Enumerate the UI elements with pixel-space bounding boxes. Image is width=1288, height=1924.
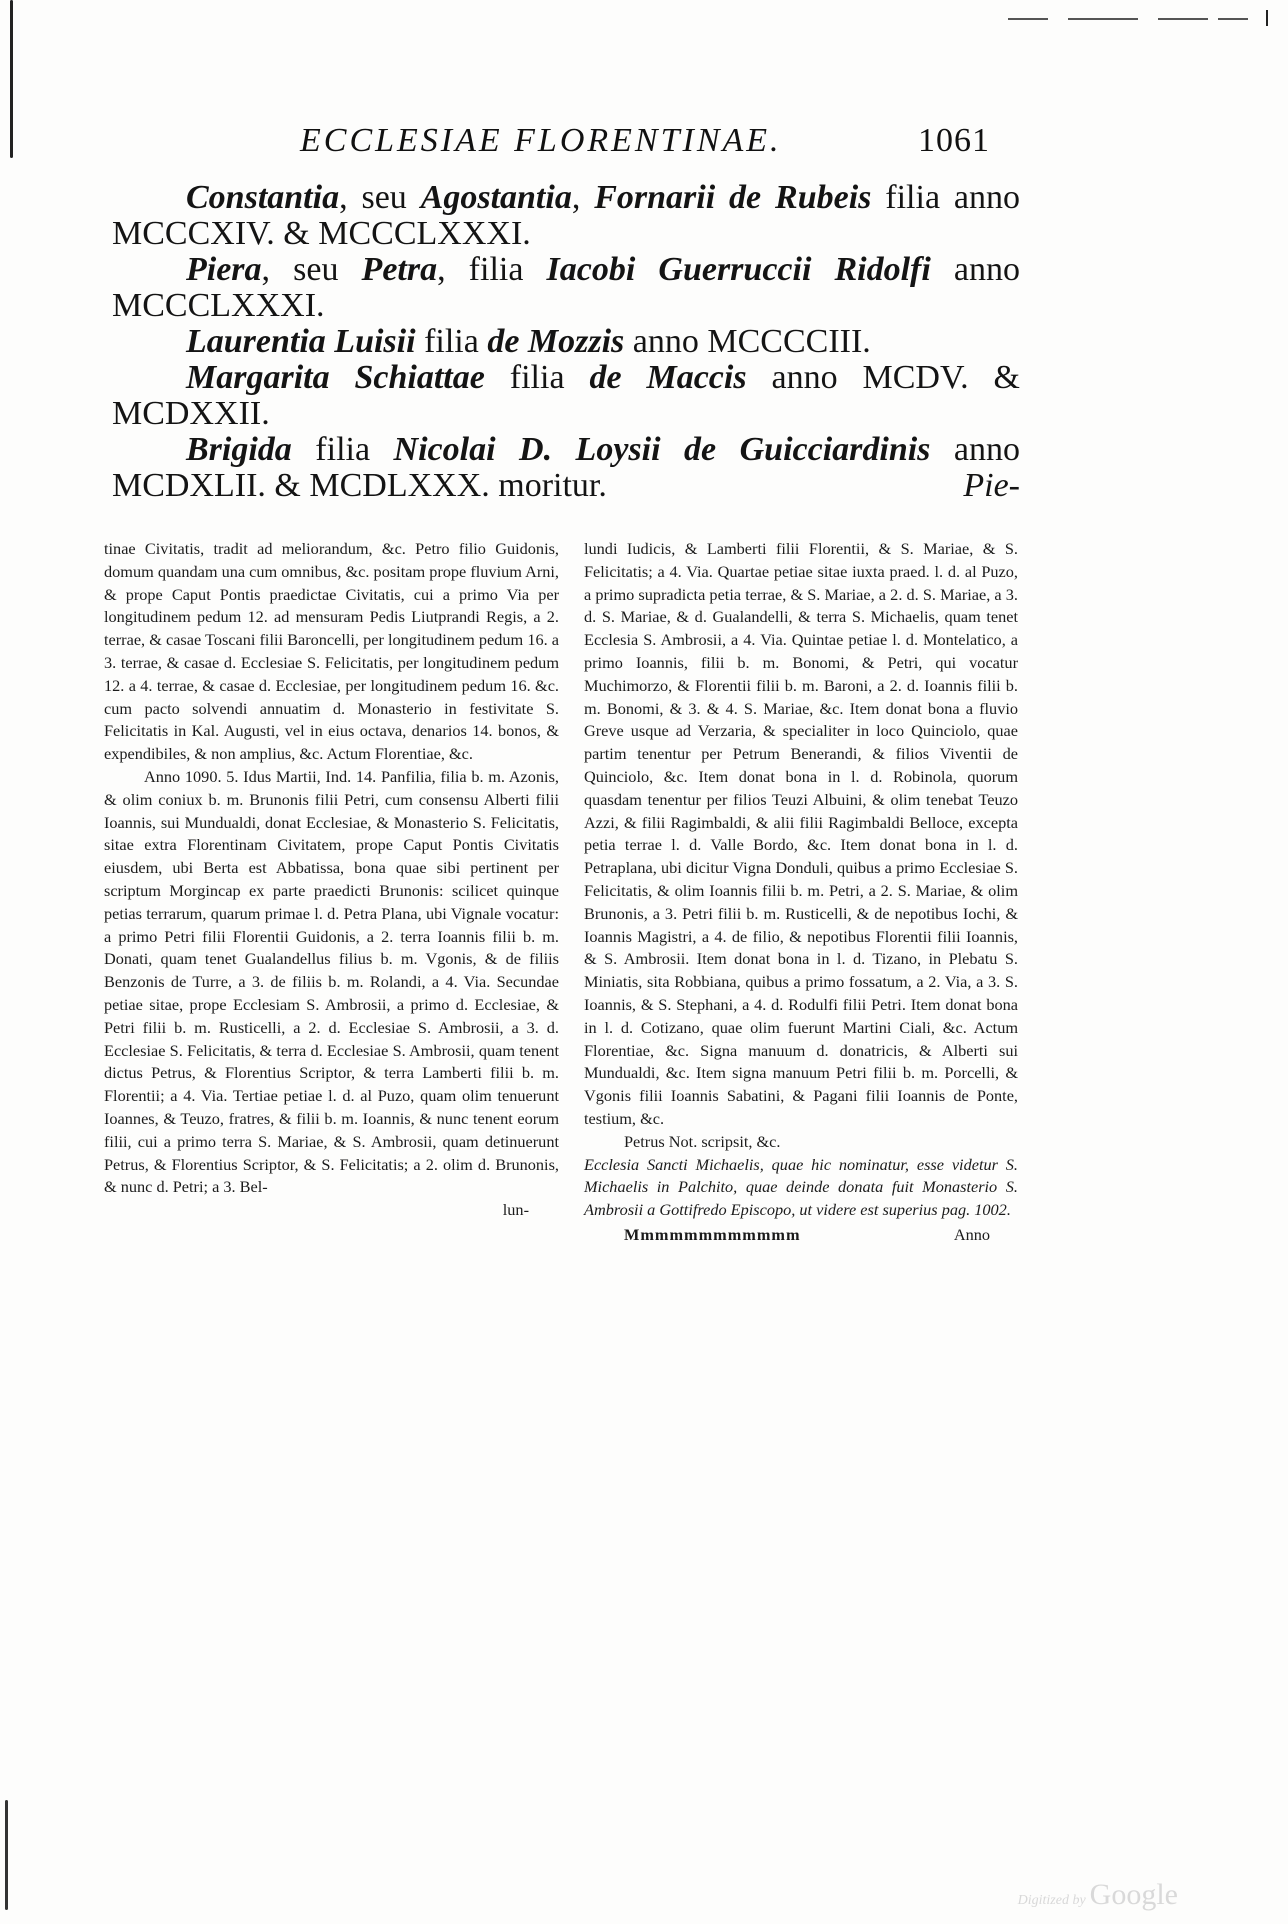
entry: Laurentia Luisii filia de Mozzis anno MCCCCIII. (186, 323, 871, 360)
entry: Brigida filia Nicolai D. Loysii de Guicciardinis anno MCDXLII. & MCDLXXX. moritur. Pie- (112, 431, 1020, 504)
entry-parent: Nicolai D. Loysii de Guicciardinis (393, 431, 931, 468)
google-logo: Google (1089, 1878, 1178, 1911)
entry: Margarita Schiattae filia de Maccis anno MCDV. & MCDXXII. (112, 359, 1020, 432)
entry-family: de Maccis (589, 359, 747, 396)
digitization-watermark: Digitized by Google (1017, 1878, 1178, 1911)
entry-name: Brigida (186, 431, 292, 468)
entry-catchword: Pie- (963, 467, 1020, 504)
entry-parent: Fornarii de Rubeis (594, 179, 872, 216)
entry-alias: Petra (361, 251, 438, 288)
column-catchword: lun- (502, 1200, 529, 1220)
entry: Constantia, seu Agostantia, Fornarii de Rubeis filia anno MCCCXIV. & MCCCLXXXI. (112, 179, 1021, 252)
entry-parent: Iacobi Guerruccii Ridolfi (546, 251, 931, 288)
signature-mark: Mmmmmmmmmmmm (624, 1224, 801, 1244)
charter-text: Anno 1090. 5. Idus Martii, Ind. 14. Panfilia, filia b. m. Azonis, & olim coniux b. m. Brunonis filii Petri, cum consensu Alberti filii Ioannis, sui Mundualdi, donat Ecclesiae, & Monasterio S. Felicitatis, sitae extra Florentinam Civitatem, prope Caput Pontis Civitatis eiusdem, ubi Berta est Abbatissa, bona quae sibi pertinent per scriptum Morgincap ex parte praedicti Brunonis: scilicet quinque petias terrarum, quarum primae l. d. Petra Plana, ubi Vignale vocatur: a primo Petri filii Florentii Guidonis, a 2. terra Ioannis filii b. m. Donati, quam tenet Gualandellus filius b. m. Vgonis, & de filiis Benzonis de Turre, a 3. de filiis b. m. Rolandi, a 4. Via. Secundae petiae sitae, prope Ecclesiam S. Ambrosii, a primo d. Ecclesiae, & Petri filii b. m. Rusticelli, a 2. d. Ecclesiae S. Ambrosii, a 3. d. Ecclesiae S. Felicitatis, & terra d. Ecclesiae S. Ambrosii, quam tenent dictus Petrus, & Florentius Scriptor, & terra Lamberti filii b. m. Florentii; a 4. Via. Tertiae petiae l. d. al Puzo, quam olim tenuerunt Ioannes, & Teuzo, fratres, & filii b. m. Ioannis, & nunc tenent eorum filii, cui a primo terra S. Mariae, & S. Ambrosii, quam detinuerunt Petrus, & Florentius Scriptor, & S. Felicitatis; a 2. olim d. Brunonis, & nunc d. Petri; a 3. Bel- (104, 766, 559, 1197)
nun-list (112, 180, 1020, 504)
entry-name: Laurentia Luisii (186, 323, 416, 360)
right-column (584, 538, 1018, 1248)
page-number: 1061 (918, 122, 990, 159)
entry-name: Constantia (186, 179, 340, 216)
running-title: ECCLESIAE FLORENTINAE. (300, 122, 782, 159)
entry: Piera, seu Petra, filia Iacobi Guerruccii Ridolfi anno MCCCLXXXI. (112, 251, 1021, 324)
left-column (104, 538, 559, 1222)
running-head (180, 122, 1020, 170)
charter-text: lundi Iudicis, & Lamberti filii Florentii, & S. Mariae, & S. Felicitatis; a 4. Via. Quartae petiae sitae iuxta praed. l. d. al Puzo, a primo supradicta petia terrae, & S. Mariae, a 2. d. S. Mariae, a 3. d. S. Mariae, & d. Gualandelli, & terra S. Michaelis, quam tenet Ecclesia S. Ambrosii, a 4. Via. Quintae petiae l. d. Montelatico, a primo Ioannis, filii b. m. Bonomi, & Petri, qui vocatur Muchimorzo, & Florentii filii b. m. Baroni, a 2. d. Ioannis filii b. m. Bonomi, & 3. & 4. S. Mariae, &c. Item donat bona a fluvio Greve usque ad Verzaria, & specialiter in loco Quinciolo, quae partim tenentur per Petrum Benerandi, & filios Viventii de Quinciolo, &c. Item donat bona in l. d. Robinola, quorum quasdam tenentur per filios Teuzi Albuini, & olim tenebat Teuzo Azzi, & filii Ragimbaldi, & alii filii Ragimbaldi Belloce, excepta petia terrae l. d. Valle Bordo, &c. Item donat bona in l. d. Petraplana, ubi dicitur Vigna Donduli, quibus a primo Ecclesiae S. Felicitatis, & olim Ioannis filii b. m. Petri, a 2. S. Mariae, & olim Brunonis, a 3. Petri filii b. m. Rusticelli, & de nepotibus Iochi, & Ioannis Magistri, a 4. de filio, & nepotibus Florentii filii Ioannis, & S. Ambrosii. Item donat bona in l. d. Tizano, in Plebatu S. Miniatis, sita Robbiana, quibus a primo fossatum, a 2. Via, a 3. S. Ioannis, & S. Stephani, a 4. d. Rodulfi filii Petri. Item donat bona in l. d. Cotizano, quae olim fuerunt Martini Ciali, &c. Actum Florentiae, &c. Signa manuum d. donatricis, & Alberti sui Mundualdi, &c. Item signa manuum Petri filii b. m. Porcelli, & Vgonis filii Ioannis Sabatini, & Pagani filii Ioannis de Ponte, testium, &c. (584, 539, 1018, 1128)
editor-note: Ecclesia Sancti Michaelis, quae hic nominatur, esse videtur S. Michaelis in Palchito, quae deinde donata fuit Monasterio S. Ambrosii a Gottifredo Episcopo, ut videre est superius pag. 1002. (584, 1154, 1018, 1220)
entry-family: de Mozzis (487, 323, 625, 360)
notary-line: Petrus Not. scripsit, &c. (624, 1131, 781, 1151)
entry-alias: Agostantia (420, 179, 572, 216)
entry-name: Margarita Schiattae (186, 359, 485, 396)
scan-edge-mark (5, 1800, 8, 1910)
scan-edge-mark (10, 0, 13, 158)
scan-edge-mark (1008, 10, 1268, 26)
column-footer (584, 1224, 1018, 1248)
charter-text: tinae Civitatis, tradit ad meliorandum, &c. Petro filio Guidonis, domum quandam una cum omnibus, &c. positam prope fluvium Arni, & prope Caput Pontis praedictae Civitatis, cui a primo Via per longitudinem pedum 12. ad mensuram Pedis Liutprandi Regis, a 2. terrae, & casae Toscani filii Baroncelli, per longitudinem pedum 16. a 3. terrae, & casae d. Ecclesiae S. Felicitatis, per longitudinem pedum 12. a 4. terrae, & casae d. Ecclesiae, per longitudinem pedum 16. &c. cum pacto solvendi annuatim d. Monasterio in festivitate S. Felicitatis in Kal. Augusti, vel in eius octava, denarios 14. bonos, & expendibiles, & non amplius, &c. Actum Florentiae, &c. (104, 539, 559, 764)
entry-name: Piera (186, 251, 262, 288)
column-catchword: Anno (953, 1224, 990, 1244)
